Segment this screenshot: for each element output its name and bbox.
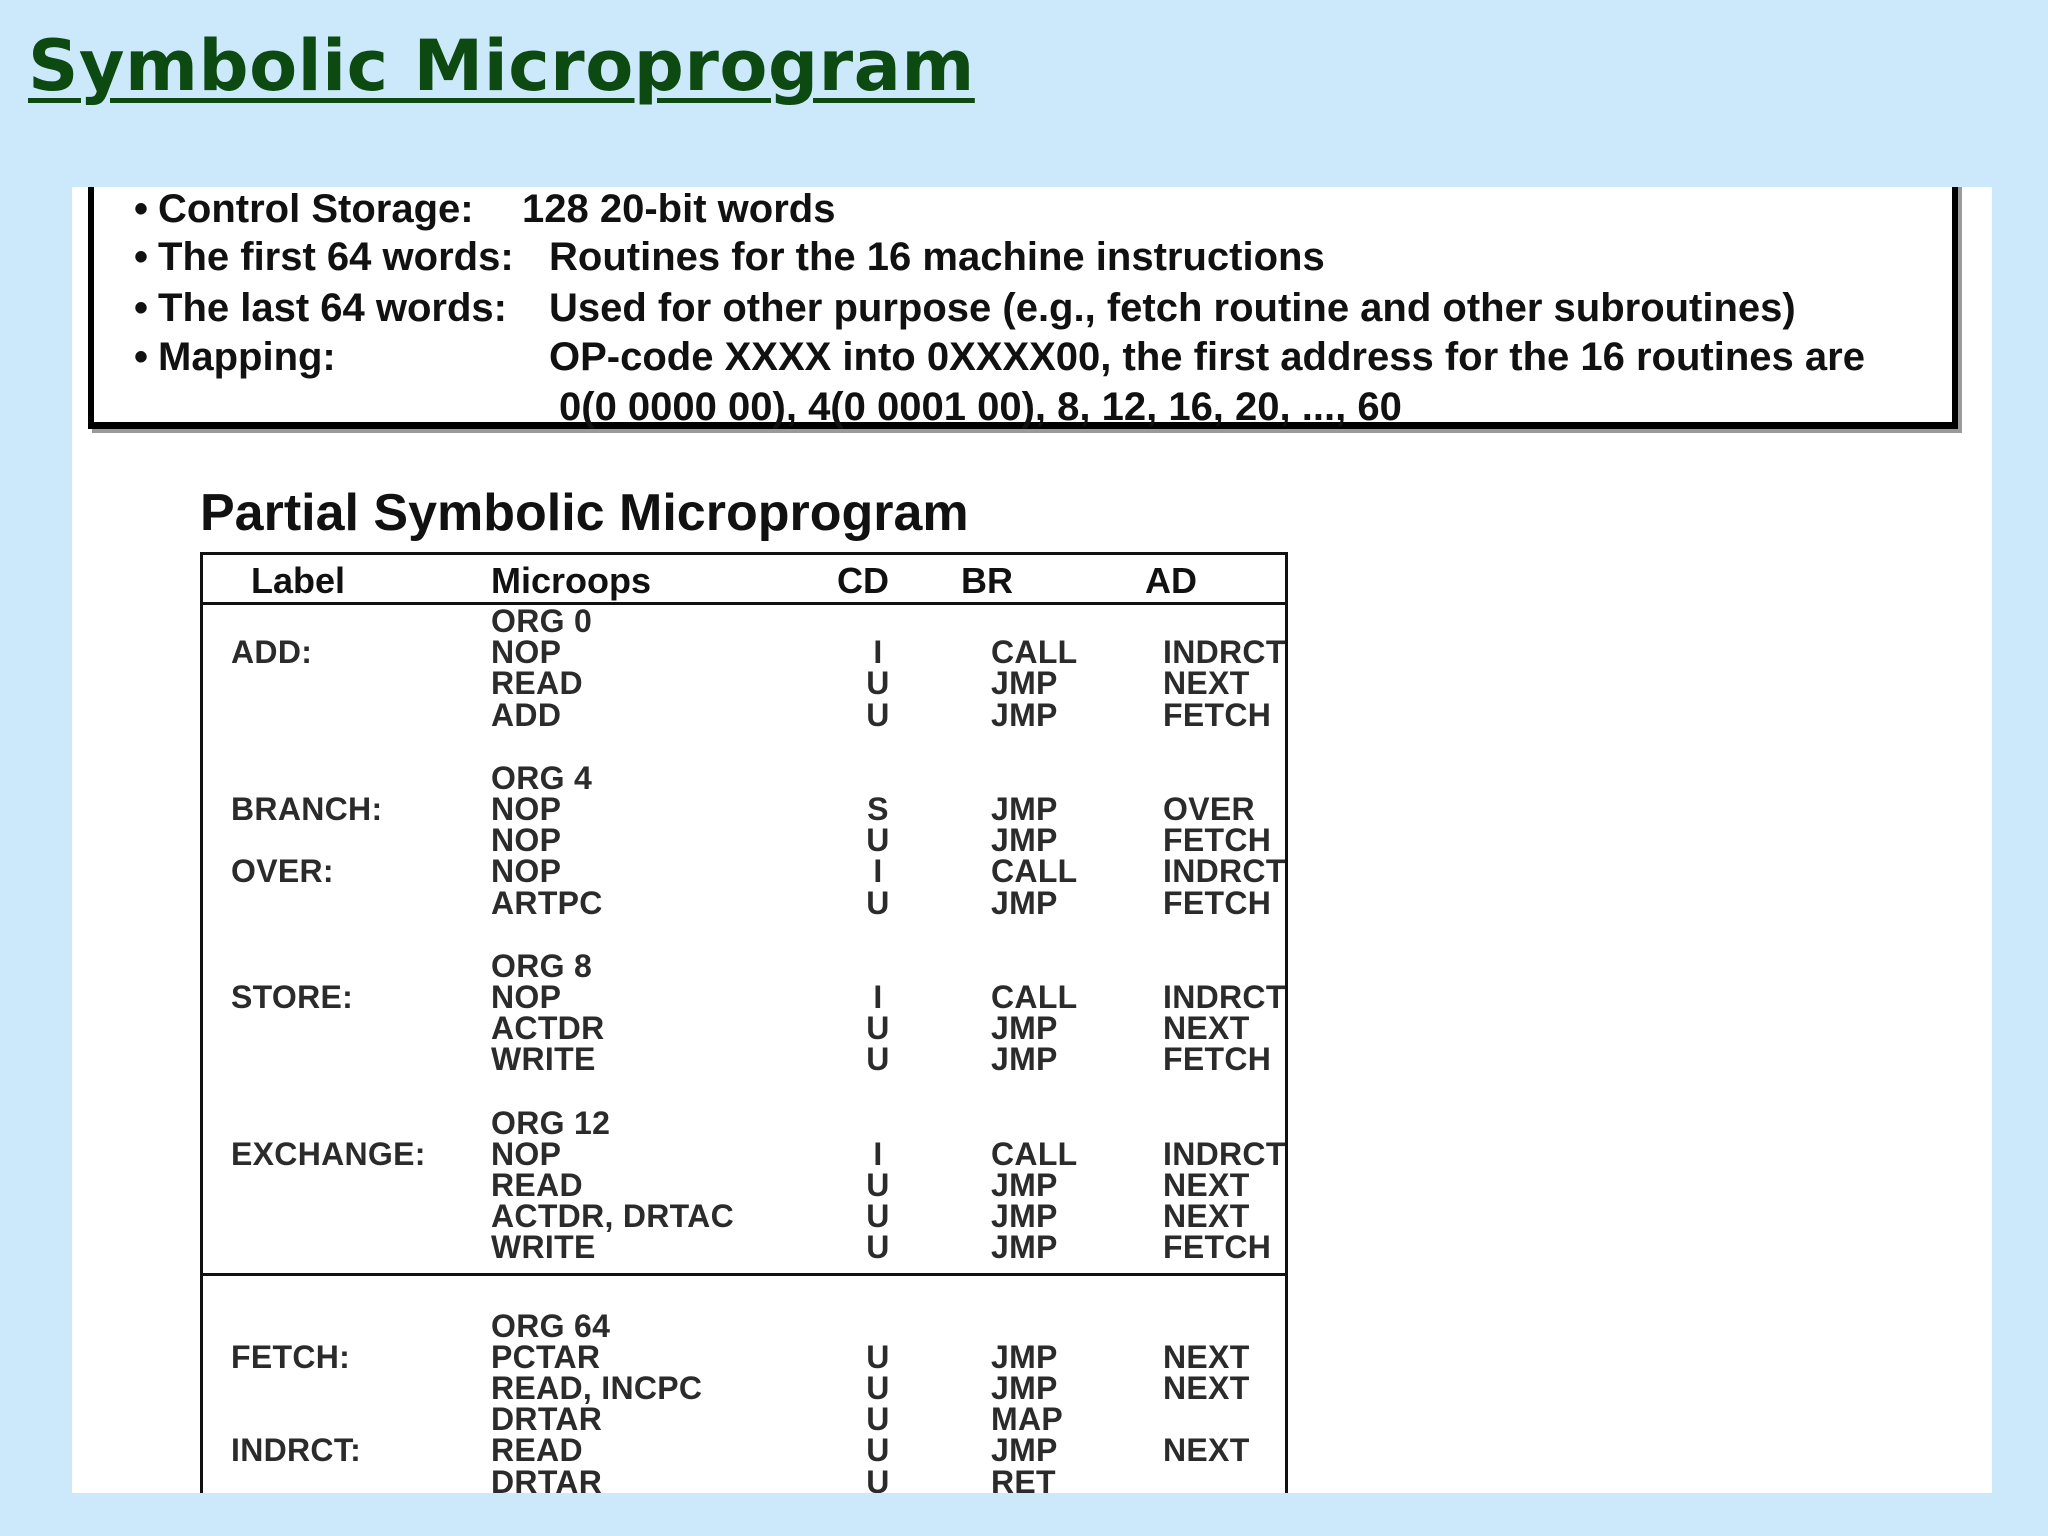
cell-microops: READ [491, 1167, 583, 1203]
cell-ad: INDRCT [1163, 1136, 1286, 1172]
cell-cd: U [866, 1198, 890, 1234]
cell-microops: NOP [491, 853, 562, 889]
cell-label: ADD: [231, 634, 313, 670]
cell-microops: NOP [491, 791, 562, 827]
cell-label: OVER: [231, 853, 334, 889]
cell-microops: WRITE [491, 1041, 596, 1077]
cell-br: RET [991, 1464, 1056, 1493]
cell-br: JMP [991, 1167, 1058, 1203]
cell-microops: READ [491, 1432, 583, 1468]
cell-ad: NEXT [1163, 1370, 1250, 1406]
cell-microops: ORG 4 [491, 760, 593, 796]
cell-microops: NOP [491, 979, 562, 1015]
cell-cd: U [866, 1464, 890, 1493]
cell-ad: FETCH [1163, 1229, 1272, 1265]
cell-br: JMP [991, 1370, 1058, 1406]
cell-ad: INDRCT [1163, 853, 1286, 889]
header-ad: AD [1145, 560, 1197, 601]
cell-microops: READ, INCPC [491, 1370, 703, 1406]
cell-microops: NOP [491, 634, 562, 670]
cell-ad: FETCH [1163, 885, 1272, 921]
cell-br: JMP [991, 822, 1058, 858]
microprogram-table [200, 552, 1288, 1493]
table-header-row [203, 555, 1285, 605]
cell-microops: READ [491, 665, 583, 701]
cell-label: INDRCT: [231, 1432, 362, 1468]
cell-microops: WRITE [491, 1229, 596, 1265]
cell-cd: U [866, 1401, 890, 1437]
cell-microops: NOP [491, 1136, 562, 1172]
page-title: Symbolic Microprogram [28, 25, 975, 107]
cell-microops: ORG 0 [491, 603, 593, 639]
cell-ad: NEXT [1163, 1432, 1250, 1468]
cell-label: FETCH: [231, 1339, 351, 1375]
cell-br: CALL [991, 853, 1078, 889]
cell-cd: U [866, 1167, 890, 1203]
bullet-first-64-words: • The first 64 words: Routines for the 16 machine instructions [134, 235, 1325, 279]
cell-label: EXCHANGE: [231, 1136, 426, 1172]
cell-cd: U [866, 1041, 890, 1077]
cell-br: JMP [991, 885, 1058, 921]
cell-br: JMP [991, 697, 1058, 733]
cell-label: STORE: [231, 979, 354, 1015]
scanned-figure [72, 187, 1992, 1493]
bullet-dot-icon: • [134, 335, 149, 379]
cell-ad: FETCH [1163, 822, 1272, 858]
cell-br: JMP [991, 1198, 1058, 1234]
cell-microops: ADD [491, 697, 562, 733]
cell-br: JMP [991, 1010, 1058, 1046]
cell-ad: NEXT [1163, 1010, 1250, 1046]
cell-cd: U [866, 1432, 890, 1468]
cell-br: JMP [991, 1041, 1058, 1077]
cell-br: JMP [991, 1432, 1058, 1468]
cell-ad: NEXT [1163, 1339, 1250, 1375]
cell-br: JMP [991, 1339, 1058, 1375]
cell-microops: ACTDR, DRTAC [491, 1198, 734, 1234]
cell-microops: ARTPC [491, 885, 603, 921]
header-microops: Microops [491, 560, 652, 601]
bullet-control-storage: • Control Storage: 128 20-bit words [134, 187, 836, 231]
header-cd: CD [837, 560, 889, 601]
cell-ad: NEXT [1163, 1167, 1250, 1203]
cell-br: JMP [991, 665, 1058, 701]
cell-cd: U [866, 1229, 890, 1265]
cell-ad: NEXT [1163, 665, 1250, 701]
cell-cd: I [873, 853, 883, 889]
bullet-last-64-words: • The last 64 words: Used for other purpose (e.g., fetch routine and other subroutines) [134, 286, 1796, 330]
bullet-mapping: • Mapping: OP-code XXXX into 0XXXX00, the first address for the 16 routines are [134, 335, 1865, 379]
cell-microops: NOP [491, 822, 562, 858]
cell-cd: I [873, 979, 883, 1015]
cell-ad: FETCH [1163, 697, 1272, 733]
info-box [88, 187, 1958, 429]
cell-cd: U [866, 665, 890, 701]
cell-ad: NEXT [1163, 1198, 1250, 1234]
cell-ad: INDRCT [1163, 979, 1286, 1015]
cell-cd: S [867, 791, 889, 827]
table-title: Partial Symbolic Microprogram [200, 484, 969, 542]
cell-br: JMP [991, 791, 1058, 827]
cell-cd: U [866, 1370, 890, 1406]
cell-cd: I [873, 634, 883, 670]
cell-cd: I [873, 1136, 883, 1172]
cell-cd: U [866, 822, 890, 858]
header-br: BR [961, 560, 1013, 601]
cell-label: BRANCH: [231, 791, 383, 827]
cell-microops: ACTDR [491, 1010, 605, 1046]
cell-br: CALL [991, 1136, 1078, 1172]
cell-br: JMP [991, 1229, 1058, 1265]
header-label: Label [251, 560, 346, 601]
bullet-dot-icon: • [134, 187, 149, 231]
cell-microops: DRTAR [491, 1401, 603, 1437]
cell-ad: INDRCT [1163, 634, 1286, 670]
cell-microops: ORG 8 [491, 948, 593, 984]
cell-microops: DRTAR [491, 1464, 603, 1493]
cell-cd: U [866, 1339, 890, 1375]
cell-microops: ORG 64 [491, 1308, 611, 1344]
cell-microops: PCTAR [491, 1339, 601, 1375]
cell-cd: U [866, 885, 890, 921]
section-divider [203, 1273, 1285, 1276]
cell-ad: OVER [1163, 791, 1255, 827]
cell-ad: FETCH [1163, 1041, 1272, 1077]
cell-cd: U [866, 697, 890, 733]
cell-br: MAP [991, 1401, 1064, 1437]
bullet-dot-icon: • [134, 235, 149, 279]
cell-br: CALL [991, 634, 1078, 670]
mapping-address-list: 0(0 0000 00), 4(0 0001 00), 8, 12, 16, 20, ..., 60 [559, 385, 1402, 429]
cell-microops: ORG 12 [491, 1105, 611, 1141]
bullet-dot-icon: • [134, 286, 149, 330]
cell-cd: U [866, 1010, 890, 1046]
cell-br: CALL [991, 979, 1078, 1015]
